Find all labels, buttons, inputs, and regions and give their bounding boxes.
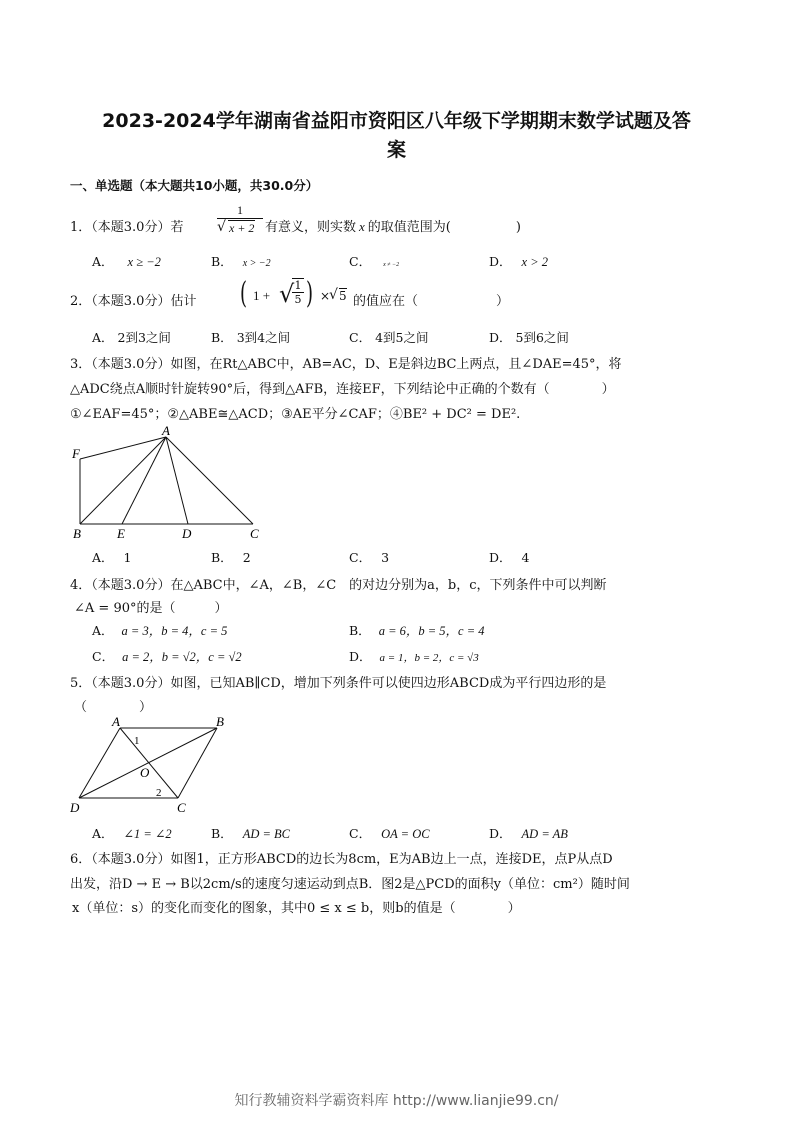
fraction-numerator: 1 bbox=[237, 203, 243, 217]
label-b: B bbox=[216, 714, 224, 729]
option-d[interactable]: D． AD = AB bbox=[489, 826, 568, 841]
question-score: （本题3.0分） bbox=[91, 578, 171, 593]
angle-label-1: 1 bbox=[134, 735, 140, 747]
question-text bbox=[265, 216, 521, 235]
option-c[interactable]: C． a = 2，b = √2，c = √2 bbox=[92, 649, 242, 664]
option-a[interactable]: A． a = 3，b = 4，c = 5 bbox=[92, 623, 228, 638]
question-score: （本题3.0分） bbox=[91, 220, 171, 235]
label-d: D bbox=[182, 526, 192, 541]
question-score: （本题3.0分） bbox=[91, 852, 171, 867]
question-text: 若 bbox=[170, 220, 184, 235]
option-b[interactable]: B． x > −2 bbox=[211, 254, 271, 269]
sqrt-icon: √ bbox=[217, 219, 226, 235]
label-d: D bbox=[70, 800, 80, 815]
label-o: O bbox=[140, 765, 150, 780]
question-score: （本题3.0分） bbox=[91, 294, 171, 309]
question-text: 如图，已知AB∥CD，增加下列条件可以使四边形ABCD成为平行四边形的是 bbox=[170, 676, 607, 691]
question-text-part: 的取值范围为( ) bbox=[367, 220, 521, 235]
page-title: 2023-2024学年湖南省益阳市资阳区八年级下学期期末数学试题及答 bbox=[102, 110, 691, 132]
section-header: 一、单选题（本大题共10小题，共30.0分） bbox=[70, 178, 319, 193]
radicand: 5 bbox=[339, 289, 347, 303]
label-a: A bbox=[162, 424, 170, 438]
question-5-stem bbox=[70, 672, 606, 691]
fraction-numerator: 1 bbox=[294, 279, 302, 292]
option-b[interactable]: B． 2 bbox=[211, 550, 251, 565]
right-paren: ) bbox=[306, 276, 314, 311]
option-c[interactable]: C． 3 bbox=[349, 550, 390, 565]
question-number: 2． bbox=[70, 294, 92, 309]
question-score: （本题3.0分） bbox=[91, 676, 171, 691]
option-c[interactable]: C． 4到5之间 bbox=[349, 330, 429, 345]
variable: x bbox=[359, 219, 365, 234]
question-text: （ ） bbox=[74, 700, 153, 715]
question-text: 如图，在Rt△ABC中，AB=AC，D、E是斜边BC上两点，且∠DAE=45°，将 bbox=[170, 357, 622, 372]
question-number: 5． bbox=[70, 676, 92, 691]
label-e: E bbox=[117, 526, 125, 541]
question-1-stem bbox=[70, 216, 183, 235]
question-text: △ADC绕点A顺时针旋转90°后，得到△AFB，连接EF，下列结论中正确的个数有（ ） bbox=[70, 382, 615, 397]
label-c: C bbox=[250, 526, 259, 541]
question-conclusions: ①∠EAF=45°；②△ABE≅△ACD；③AE平分∠CAF；④BE² + DC² = DE². bbox=[70, 407, 521, 422]
option-b[interactable]: B． 3到4之间 bbox=[211, 330, 291, 345]
question-score: （本题3.0分） bbox=[91, 357, 171, 372]
footer-watermark: 知行教辅资料学霸资料库 http://www.lianjie99.cn/ bbox=[234, 1093, 559, 1109]
radicand: x + 2 bbox=[229, 221, 255, 235]
fraction-expression bbox=[217, 203, 263, 235]
segment-ac bbox=[166, 437, 253, 524]
question-number: 6． bbox=[70, 852, 92, 867]
option-a[interactable]: A． ∠1 = ∠2 bbox=[92, 826, 172, 841]
fraction-denominator: 5 bbox=[294, 293, 302, 306]
question-2-stem bbox=[70, 290, 196, 309]
label-f: F bbox=[72, 446, 80, 461]
option-b[interactable]: B． AD = BC bbox=[211, 826, 291, 841]
option-c[interactable]: C． OA = OC bbox=[349, 826, 430, 841]
left-paren: ( bbox=[240, 276, 248, 311]
question-4-stem bbox=[70, 574, 607, 593]
label-a: A bbox=[112, 714, 120, 729]
question-text-part: 有意义，则实数 bbox=[265, 220, 357, 235]
sqrt-fraction bbox=[292, 278, 304, 306]
question-number: 1． bbox=[70, 220, 92, 235]
page-title-continued: 案 bbox=[386, 139, 406, 161]
angle-label-2: 2 bbox=[156, 787, 162, 799]
question-6-stem bbox=[70, 848, 613, 867]
segment-ad bbox=[166, 437, 188, 524]
question-text: 出发，沿D → E → B以2cm/s的速度匀速运动到点B．图2是△PCD的面积y（单位：cm²）随时间 bbox=[70, 877, 630, 892]
figure-parallelogram-abcd bbox=[70, 714, 240, 818]
option-d[interactable]: D． x > 2 bbox=[489, 254, 549, 269]
label-b: B bbox=[73, 526, 81, 541]
figure-triangle-abc bbox=[70, 424, 270, 542]
segment-fa bbox=[80, 437, 166, 459]
expr-one: 1 + bbox=[253, 288, 271, 303]
sqrt-icon: √ bbox=[329, 287, 338, 303]
option-a[interactable]: A． 2到3之间 bbox=[92, 330, 171, 345]
question-3-stem bbox=[70, 353, 622, 372]
question-text: 的值应在（ ） bbox=[353, 294, 510, 309]
option-d[interactable]: D． a = 1，b = 2，c = √3 bbox=[349, 649, 479, 664]
segment-ae bbox=[122, 437, 166, 524]
times-sign: × bbox=[320, 289, 331, 303]
option-c[interactable]: C． x ≠ −2 bbox=[349, 254, 400, 269]
question-text: x（单位：s）的变化而变化的图象，其中0 ≤ x ≤ b，则b的值是（ ） bbox=[72, 901, 521, 916]
fraction-denominator bbox=[217, 219, 263, 235]
option-b[interactable]: B． a = 6，b = 5，c = 4 bbox=[349, 623, 485, 638]
question-text: 如图1，正方形ABCD的边长为8cm，E为AB边上一点，连接DE，点P从点D bbox=[170, 852, 613, 867]
segment-ab bbox=[80, 437, 166, 524]
sqrt-icon: √ bbox=[279, 280, 295, 308]
segment-bc bbox=[178, 728, 217, 798]
estimate-expression bbox=[240, 276, 350, 316]
label-c: C bbox=[177, 800, 186, 815]
question-number: 3． bbox=[70, 357, 92, 372]
question-text: 估计 bbox=[170, 294, 197, 309]
option-a[interactable]: A． x ≥ −2 bbox=[92, 254, 161, 269]
option-d[interactable]: D． 4 bbox=[489, 550, 530, 565]
option-a[interactable]: A． 1 bbox=[92, 550, 132, 565]
question-number: 4． bbox=[70, 578, 92, 593]
question-text: 在△ABC中，∠A，∠B，∠C 的对边分别为a，b，c，下列条件中可以判断 bbox=[170, 578, 607, 593]
option-d[interactable]: D． 5到6之间 bbox=[489, 330, 569, 345]
question-text: ∠A = 90°的是（ ） bbox=[74, 601, 228, 616]
